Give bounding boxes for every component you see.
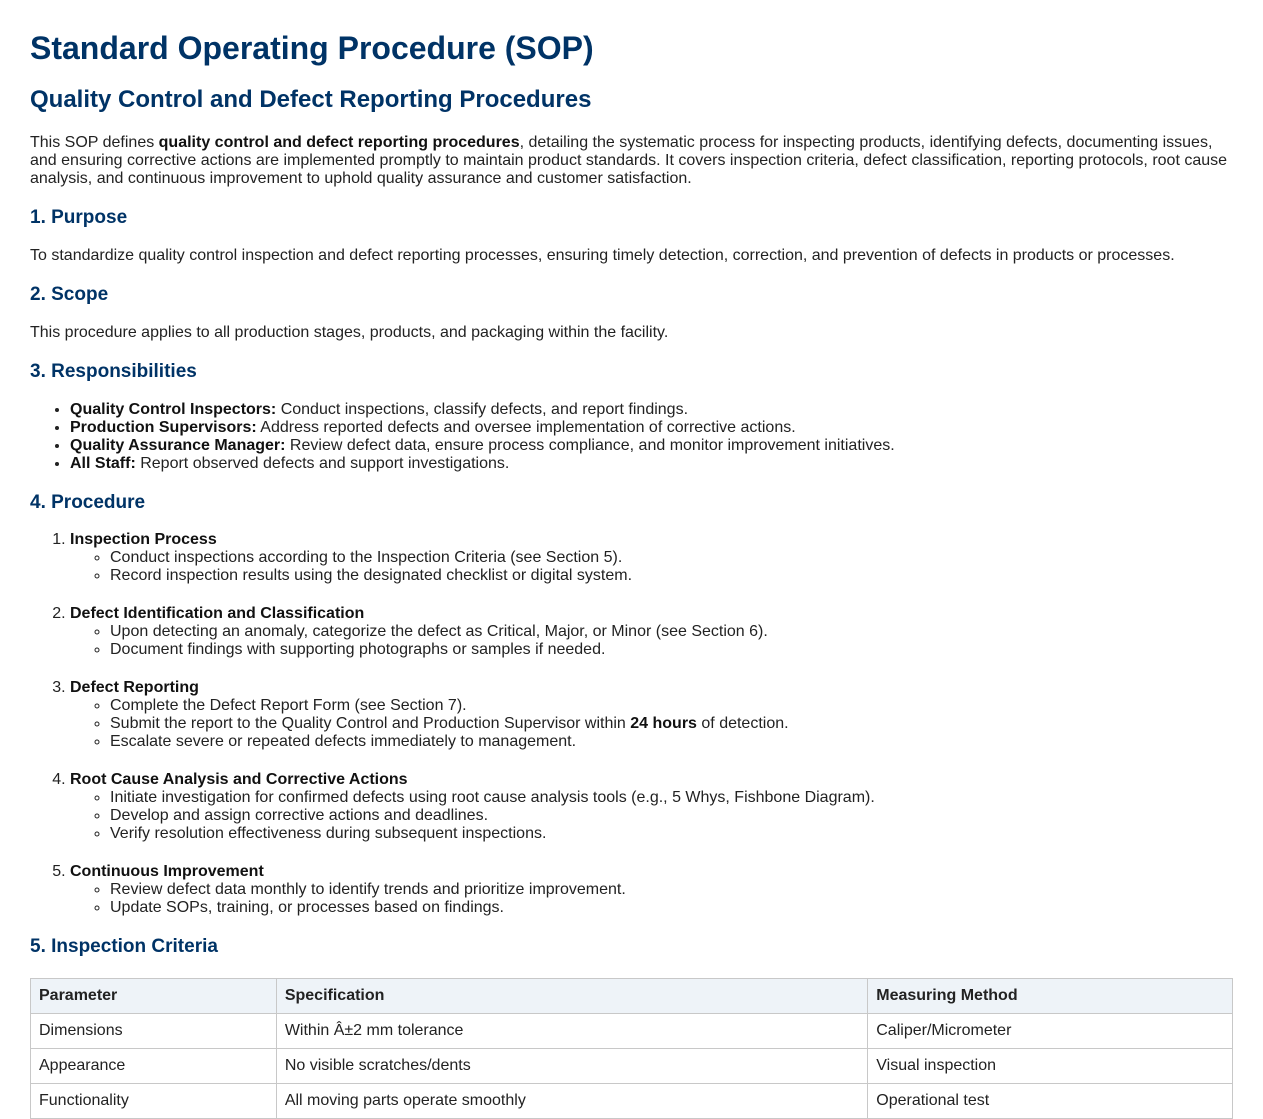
substep-item: ◦ Record inspection results using the designated checklist or digital system. (110, 567, 1233, 585)
intro-paragraph (30, 134, 1233, 188)
role-label: Production Supervisors: (70, 419, 257, 436)
substep-item: ◦ Update SOPs, training, or processes based on findings. (110, 899, 1233, 917)
table-cell: Visual inspection (868, 1049, 1233, 1084)
role-description: Address reported defects and oversee implementation of corrective actions. (256, 419, 796, 436)
step-title: Continuous Improvement (70, 863, 264, 880)
purpose-text: To standardize quality control inspection and defect reporting processes, ensuring timely detection, correction, and prevention of defects in products or processes. (30, 247, 1175, 264)
substep-item: ◦ Conduct inspections according to the Inspection Criteria (see Section 5). (110, 549, 1233, 567)
column-header: Measuring Method (868, 979, 1233, 1014)
substep-item: ◦ Document findings with supporting photographs or samples if needed. (110, 641, 1233, 659)
page-subtitle: Quality Control and Defect Reporting Procedures (30, 86, 592, 113)
procedure-step (70, 679, 1233, 751)
step-title: Defect Reporting (70, 679, 199, 696)
step-substeps (70, 881, 1233, 917)
step-substeps (70, 549, 1233, 585)
list-item (70, 455, 1233, 473)
inspection-criteria-table (30, 978, 1233, 1119)
substep-item: ◦ Develop and assign corrective actions and deadlines. (110, 807, 1233, 825)
table-row (31, 1084, 1233, 1119)
substep-item: ◦ Initiate investigation for confirmed defects using root cause analysis tools (e.g., 5 Whys, Fishbone Diagram). (110, 789, 1233, 807)
table-cell: All moving parts operate smoothly (276, 1084, 867, 1119)
table-cell: Operational test (868, 1084, 1233, 1119)
role-label: Quality Control Inspectors: (70, 401, 277, 418)
intro-text-end: , detailing the systematic process for inspecting products, identifying defects, documenting issues, and ensuring corrective actions are implemented promptly to maintain product standards. It covers inspection criteria, defect classification, reporting protocols, root cause analysis, and continuous improvement to uphold quality assurance and customer satisfaction. (30, 134, 1228, 187)
step-title: Defect Identification and Classification (70, 605, 365, 622)
step-substeps (70, 623, 1233, 659)
intro-bold-text: quality control and defect reporting procedures (158, 134, 520, 151)
section-heading-scope: 2. Scope (30, 284, 109, 305)
table-cell: Appearance (31, 1049, 277, 1084)
role-label: Quality Assurance Manager: (70, 437, 286, 454)
list-item (70, 401, 1233, 419)
intro-text-start: This SOP defines (30, 134, 159, 151)
role-description: Review defect data, ensure process compliance, and monitor improvement initiatives. (285, 437, 895, 454)
table-cell: Within Â±2 mm tolerance (276, 1014, 867, 1049)
deadline-bold: 24 hours (630, 715, 697, 732)
list-item (70, 419, 1233, 437)
procedure-step (70, 605, 1233, 659)
submit-text-end: of detection. (696, 715, 789, 732)
responsibilities-list (30, 401, 1233, 473)
substep-item: ◦ Review defect data monthly to identify trends and prioritize improvement. (110, 881, 1233, 899)
column-header: Specification (276, 979, 867, 1014)
section-heading-responsibilities: 3. Responsibilities (30, 361, 197, 382)
substep-item: ◦ Complete the Defect Report Form (see Section 7). (110, 697, 1233, 715)
step-title: Inspection Process (70, 531, 217, 548)
procedure-step (70, 531, 1233, 585)
procedure-step (70, 863, 1233, 917)
substep-item: ◦ Upon detecting an anomaly, categorize the defect as Critical, Major, or Minor (see Section 6). (110, 623, 1233, 641)
table-cell: Dimensions (31, 1014, 277, 1049)
substep-item: ◦ Verify resolution effectiveness during subsequent inspections. (110, 825, 1233, 843)
submit-text-start: Submit the report to the Quality Control and Production Supervisor within (110, 715, 631, 732)
table-row (31, 1049, 1233, 1084)
section-heading-purpose: 1. Purpose (30, 207, 128, 228)
section-heading-inspection-criteria: 5. Inspection Criteria (30, 936, 218, 957)
substep-item (110, 715, 1233, 733)
role-label: All Staff: (70, 455, 136, 472)
column-header: Parameter (31, 979, 277, 1014)
table-cell: Functionality (31, 1084, 277, 1119)
role-description: Report observed defects and support investigations. (135, 455, 510, 472)
step-title: Root Cause Analysis and Corrective Actions (70, 771, 408, 788)
role-description: Conduct inspections, classify defects, and report findings. (276, 401, 689, 418)
section-heading-procedure: 4. Procedure (30, 492, 146, 513)
table-cell: No visible scratches/dents (276, 1049, 867, 1084)
step-substeps (70, 697, 1233, 751)
list-item (70, 437, 1233, 455)
page-title: Standard Operating Procedure (SOP) (30, 30, 594, 66)
procedure-step (70, 771, 1233, 843)
scope-text: This procedure applies to all production stages, products, and packaging within the facility. (30, 324, 669, 341)
procedure-steps (30, 531, 1233, 917)
table-header-row (31, 979, 1233, 1014)
table-row (31, 1014, 1233, 1049)
table-cell: Caliper/Micrometer (868, 1014, 1233, 1049)
step-substeps (70, 789, 1233, 843)
substep-item: ◦ Escalate severe or repeated defects immediately to management. (110, 733, 1233, 751)
